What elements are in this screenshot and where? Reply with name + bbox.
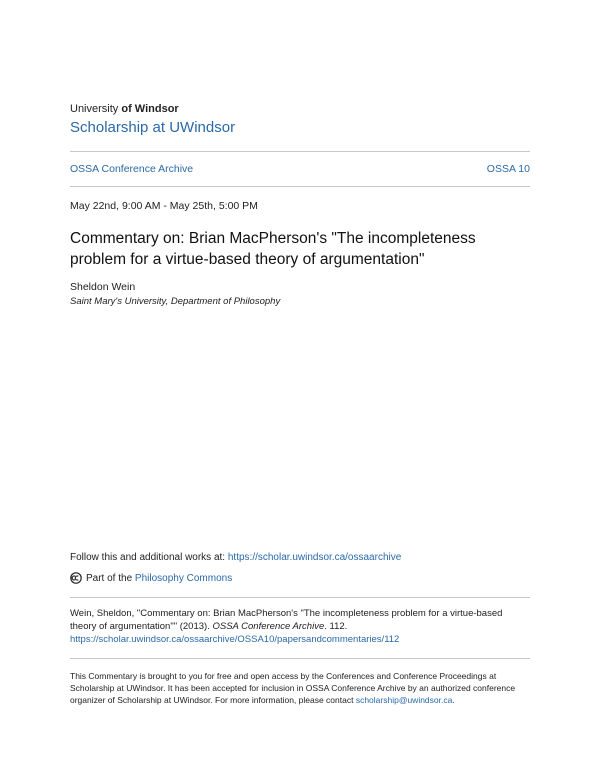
- citation-url-link[interactable]: https://scholar.uwindsor.ca/ossaarchive/OSSA10/papersandcommentaries/112: [70, 634, 400, 645]
- follow-line: [70, 552, 401, 563]
- breadcrumb-conference-link[interactable]: OSSA 10: [486, 163, 530, 175]
- notice-text: This Commentary is brought to you for free and open access by the Conferences and Conference Proceedings at Scholarship at UWindsor. It has been accepted for inclusion in OSSA Conference Archive by an authorized conference organizer of Scholarship at UWindsor. For more information, please contact: [70, 671, 516, 705]
- part-of-prefix: Part of the: [86, 572, 135, 584]
- part-of-line: [70, 572, 232, 584]
- contact-email-link[interactable]: scholarship@uwindsor.ca: [355, 695, 453, 705]
- site-title-link[interactable]: Scholarship at UWindsor: [70, 119, 236, 136]
- university-name-plain: University: [70, 103, 119, 115]
- citation-text: Wein, Sheldon, "Commentary on: Brian MacPherson's "The incompleteness problem for a virtue-based theory of argumentation"" (2013).: [70, 608, 503, 632]
- event-date: May 22nd, 9:00 AM - May 25th, 5:00 PM: [70, 200, 258, 212]
- creative-commons-icon: [70, 572, 82, 584]
- university-name: [70, 103, 179, 115]
- author-name: Sheldon Wein: [70, 281, 136, 293]
- philosophy-commons-link[interactable]: Philosophy Commons: [134, 572, 233, 584]
- university-name-bold: of Windsor: [121, 103, 179, 115]
- divider-bottom: [70, 186, 530, 187]
- follow-text: Follow this and additional works at:: [70, 552, 228, 563]
- citation-number: . 112.: [324, 621, 348, 632]
- paper-title: Commentary on: Brian MacPherson's "The incompleteness problem for a virtue-based theory of argumentation": [70, 230, 476, 268]
- access-notice: [70, 670, 530, 706]
- archive-url-link[interactable]: https://scholar.uwindsor.ca/ossaarchive: [227, 552, 402, 563]
- recommended-citation: [70, 607, 530, 646]
- divider-citation: [70, 597, 530, 598]
- citation-venue: OSSA Conference Archive: [212, 621, 325, 632]
- divider-top: [70, 151, 530, 152]
- author-affiliation: Saint Mary's University, Department of Philosophy: [70, 296, 281, 307]
- breadcrumb-archive-link[interactable]: OSSA Conference Archive: [70, 163, 194, 175]
- divider-notice: [70, 658, 530, 659]
- notice-end: .: [452, 695, 455, 705]
